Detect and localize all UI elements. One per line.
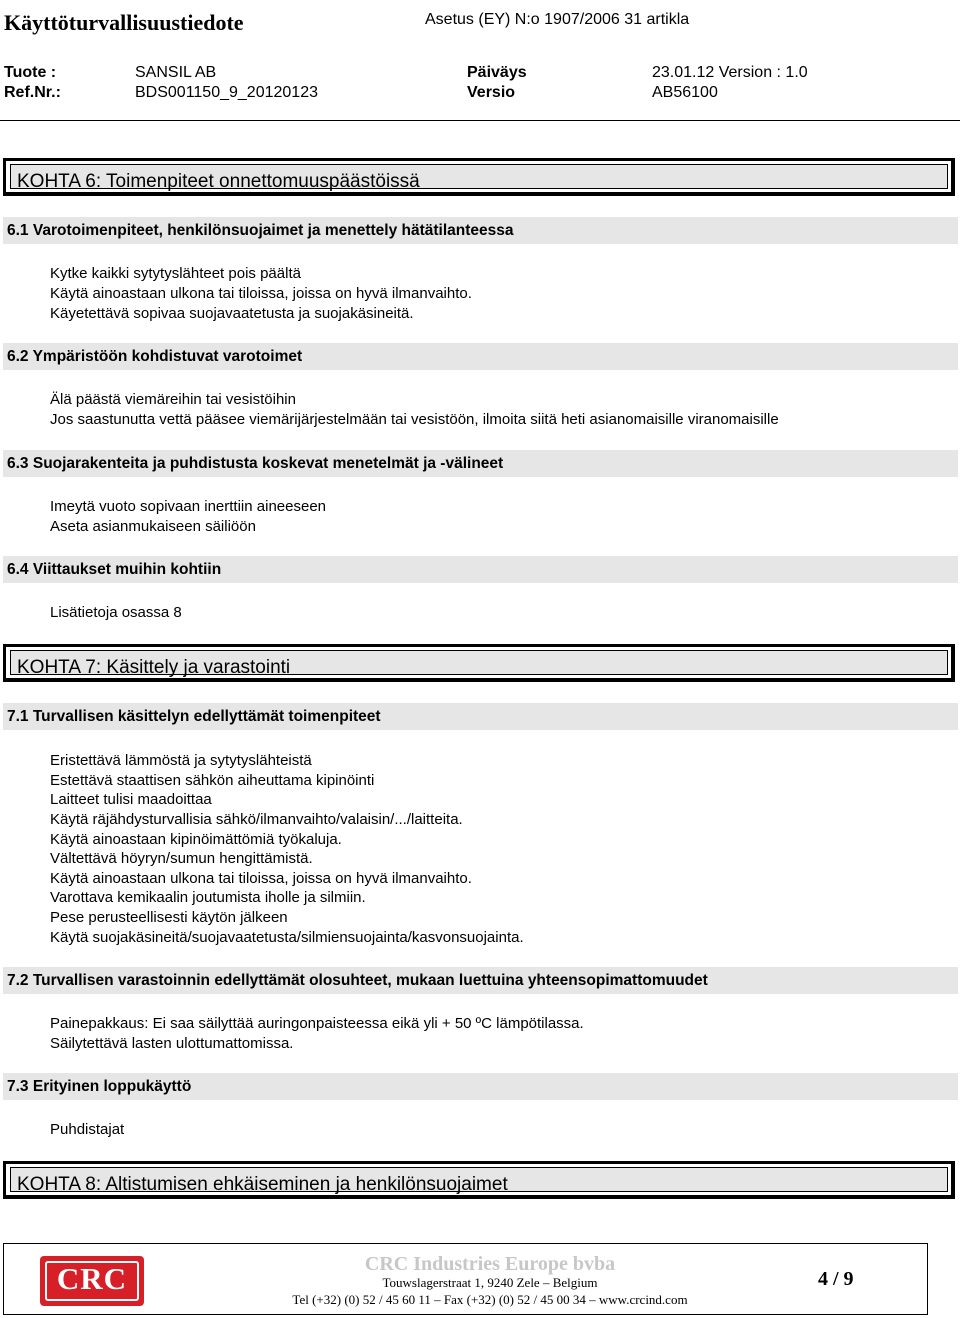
text-line: Käytä ainoastaan kipinöimättömiä työkaluja. [50, 831, 342, 848]
subsection-6-3-header [3, 450, 958, 477]
text-line: Kytke kaikki sytytyslähteet pois päältä [50, 265, 301, 282]
document-title: Käyttöturvallisuustiedote [4, 10, 244, 35]
section-7-header [3, 644, 955, 682]
subsection-6-4-title: 6.4 Viittaukset muihin kohtiin [7, 561, 222, 578]
text-line: Laitteet tulisi maadoittaa [50, 791, 212, 808]
subsection-7-3-header [3, 1073, 958, 1100]
text-line: Vältettävä höyryn/sumun hengittämistä. [50, 850, 313, 867]
section-8-title: KOHTA 8: Altistumisen ehkäiseminen ja henkilönsuojaimet [17, 1174, 508, 1195]
text-line: Painepakkaus: Ei saa säilyttää auringonpaisteessa eikä yli + 50 ºC lämpötilassa. [50, 1015, 584, 1032]
subsection-6-4-header [3, 556, 958, 583]
company-contact: Tel (+32) (0) 52 / 45 60 11 – Fax (+32) (0) 52 / 45 00 34 – www.crcind.com [292, 1292, 688, 1307]
subsection-6-1-title: 6.1 Varotoimenpiteet, henkilönsuojaimet ja menettely hätätilanteessa [7, 222, 514, 239]
text-line: Imeytä vuoto sopivaan inerttiin aineeseen [50, 498, 327, 515]
text-line: Käytä ainoastaan ulkona tai tiloissa, joissa on hyvä ilmanvaihto. [50, 870, 472, 887]
subsection-7-1-header [3, 703, 958, 730]
subsection-6-2-header [3, 343, 958, 370]
crc-logo [40, 1256, 144, 1306]
date-value: 23.01.12 Version : 1.0 [652, 64, 808, 81]
ref-label: Ref.Nr.: [4, 84, 61, 101]
section-6-header [3, 158, 955, 196]
text-line: Käytä ainoastaan ulkona tai tiloissa, joissa on hyvä ilmanvaihto. [50, 285, 472, 302]
text-line: Älä päästä viemäreihin tai vesistöihin [50, 391, 296, 408]
version-value: AB56100 [652, 84, 718, 101]
regulation-reference: Asetus (EY) N:o 1907/2006 31 artikla [425, 11, 690, 28]
logo-text: CRC [56, 1261, 128, 1296]
text-line: Eristettävä lämmöstä ja sytytyslähteistä [50, 752, 312, 769]
text-line: Säilytettävä lasten ulottumattomissa. [50, 1035, 294, 1052]
text-line: Käytä suojakäsineitä/suojavaatetusta/silmiensuojainta/kasvonsuojainta. [50, 929, 524, 946]
text-line: Estettävä staattisen sähkön aiheuttama kipinöinti [50, 772, 375, 789]
header-divider [0, 120, 960, 121]
product-label: Tuote : [4, 64, 57, 81]
subsection-6-2-title: 6.2 Ympäristöön kohdistuvat varotoimet [7, 348, 303, 365]
subsection-7-1-title: 7.1 Turvallisen käsittelyn edellyttämät toimenpiteet [7, 708, 381, 725]
text-line: Pese perusteellisesti käytön jälkeen [50, 909, 288, 926]
section-7-title: KOHTA 7: Käsittely ja varastointi [17, 657, 291, 678]
text-line: Jos saastunutta vettä pääsee viemärijärjestelmään tai vesistöön, ilmoita siitä heti asianomaisille viranomaisille [50, 411, 779, 428]
text-line: Aseta asianmukaiseen säiliöön [50, 518, 256, 535]
text-line: Käyetettävä sopivaa suojavaatetusta ja suojakäsineitä. [50, 305, 414, 322]
section-8-header [3, 1161, 955, 1199]
text-line: Käytä räjähdysturvallisia sähkö/ilmanvaihto/valaisin/.../laitteita. [50, 811, 463, 828]
subsection-6-1-header [3, 217, 958, 244]
text-line: Varottava kemikaalin joutumista iholle ja silmiin. [50, 889, 366, 906]
page-number: 4 / 9 [818, 1268, 854, 1290]
subsection-7-3-title: 7.3 Erityinen loppukäyttö [7, 1078, 192, 1095]
version-label: Versio [467, 84, 516, 101]
text-line: Puhdistajat [50, 1121, 125, 1138]
subsection-7-2-header [3, 967, 958, 994]
subsection-7-2-title: 7.2 Turvallisen varastoinnin edellyttämät olosuhteet, mukaan luettuina yhteensopimattomuudet [7, 972, 708, 989]
text-line: Lisätietoja osassa 8 [50, 604, 182, 621]
section-6-title: KOHTA 6: Toimenpiteet onnettomuuspäästöissä [17, 171, 420, 192]
company-name: CRC Industries Europe bvba [364, 1253, 616, 1275]
date-label: Päiväys [467, 64, 527, 81]
company-address: Touwslagerstraat 1, 9240 Zele – Belgium [382, 1275, 598, 1290]
subsection-6-3-title: 6.3 Suojarakenteita ja puhdistusta koskevat menetelmät ja -välineet [7, 455, 504, 472]
product-value: SANSIL AB [135, 64, 217, 81]
ref-value: BDS001150_9_20120123 [135, 84, 318, 101]
